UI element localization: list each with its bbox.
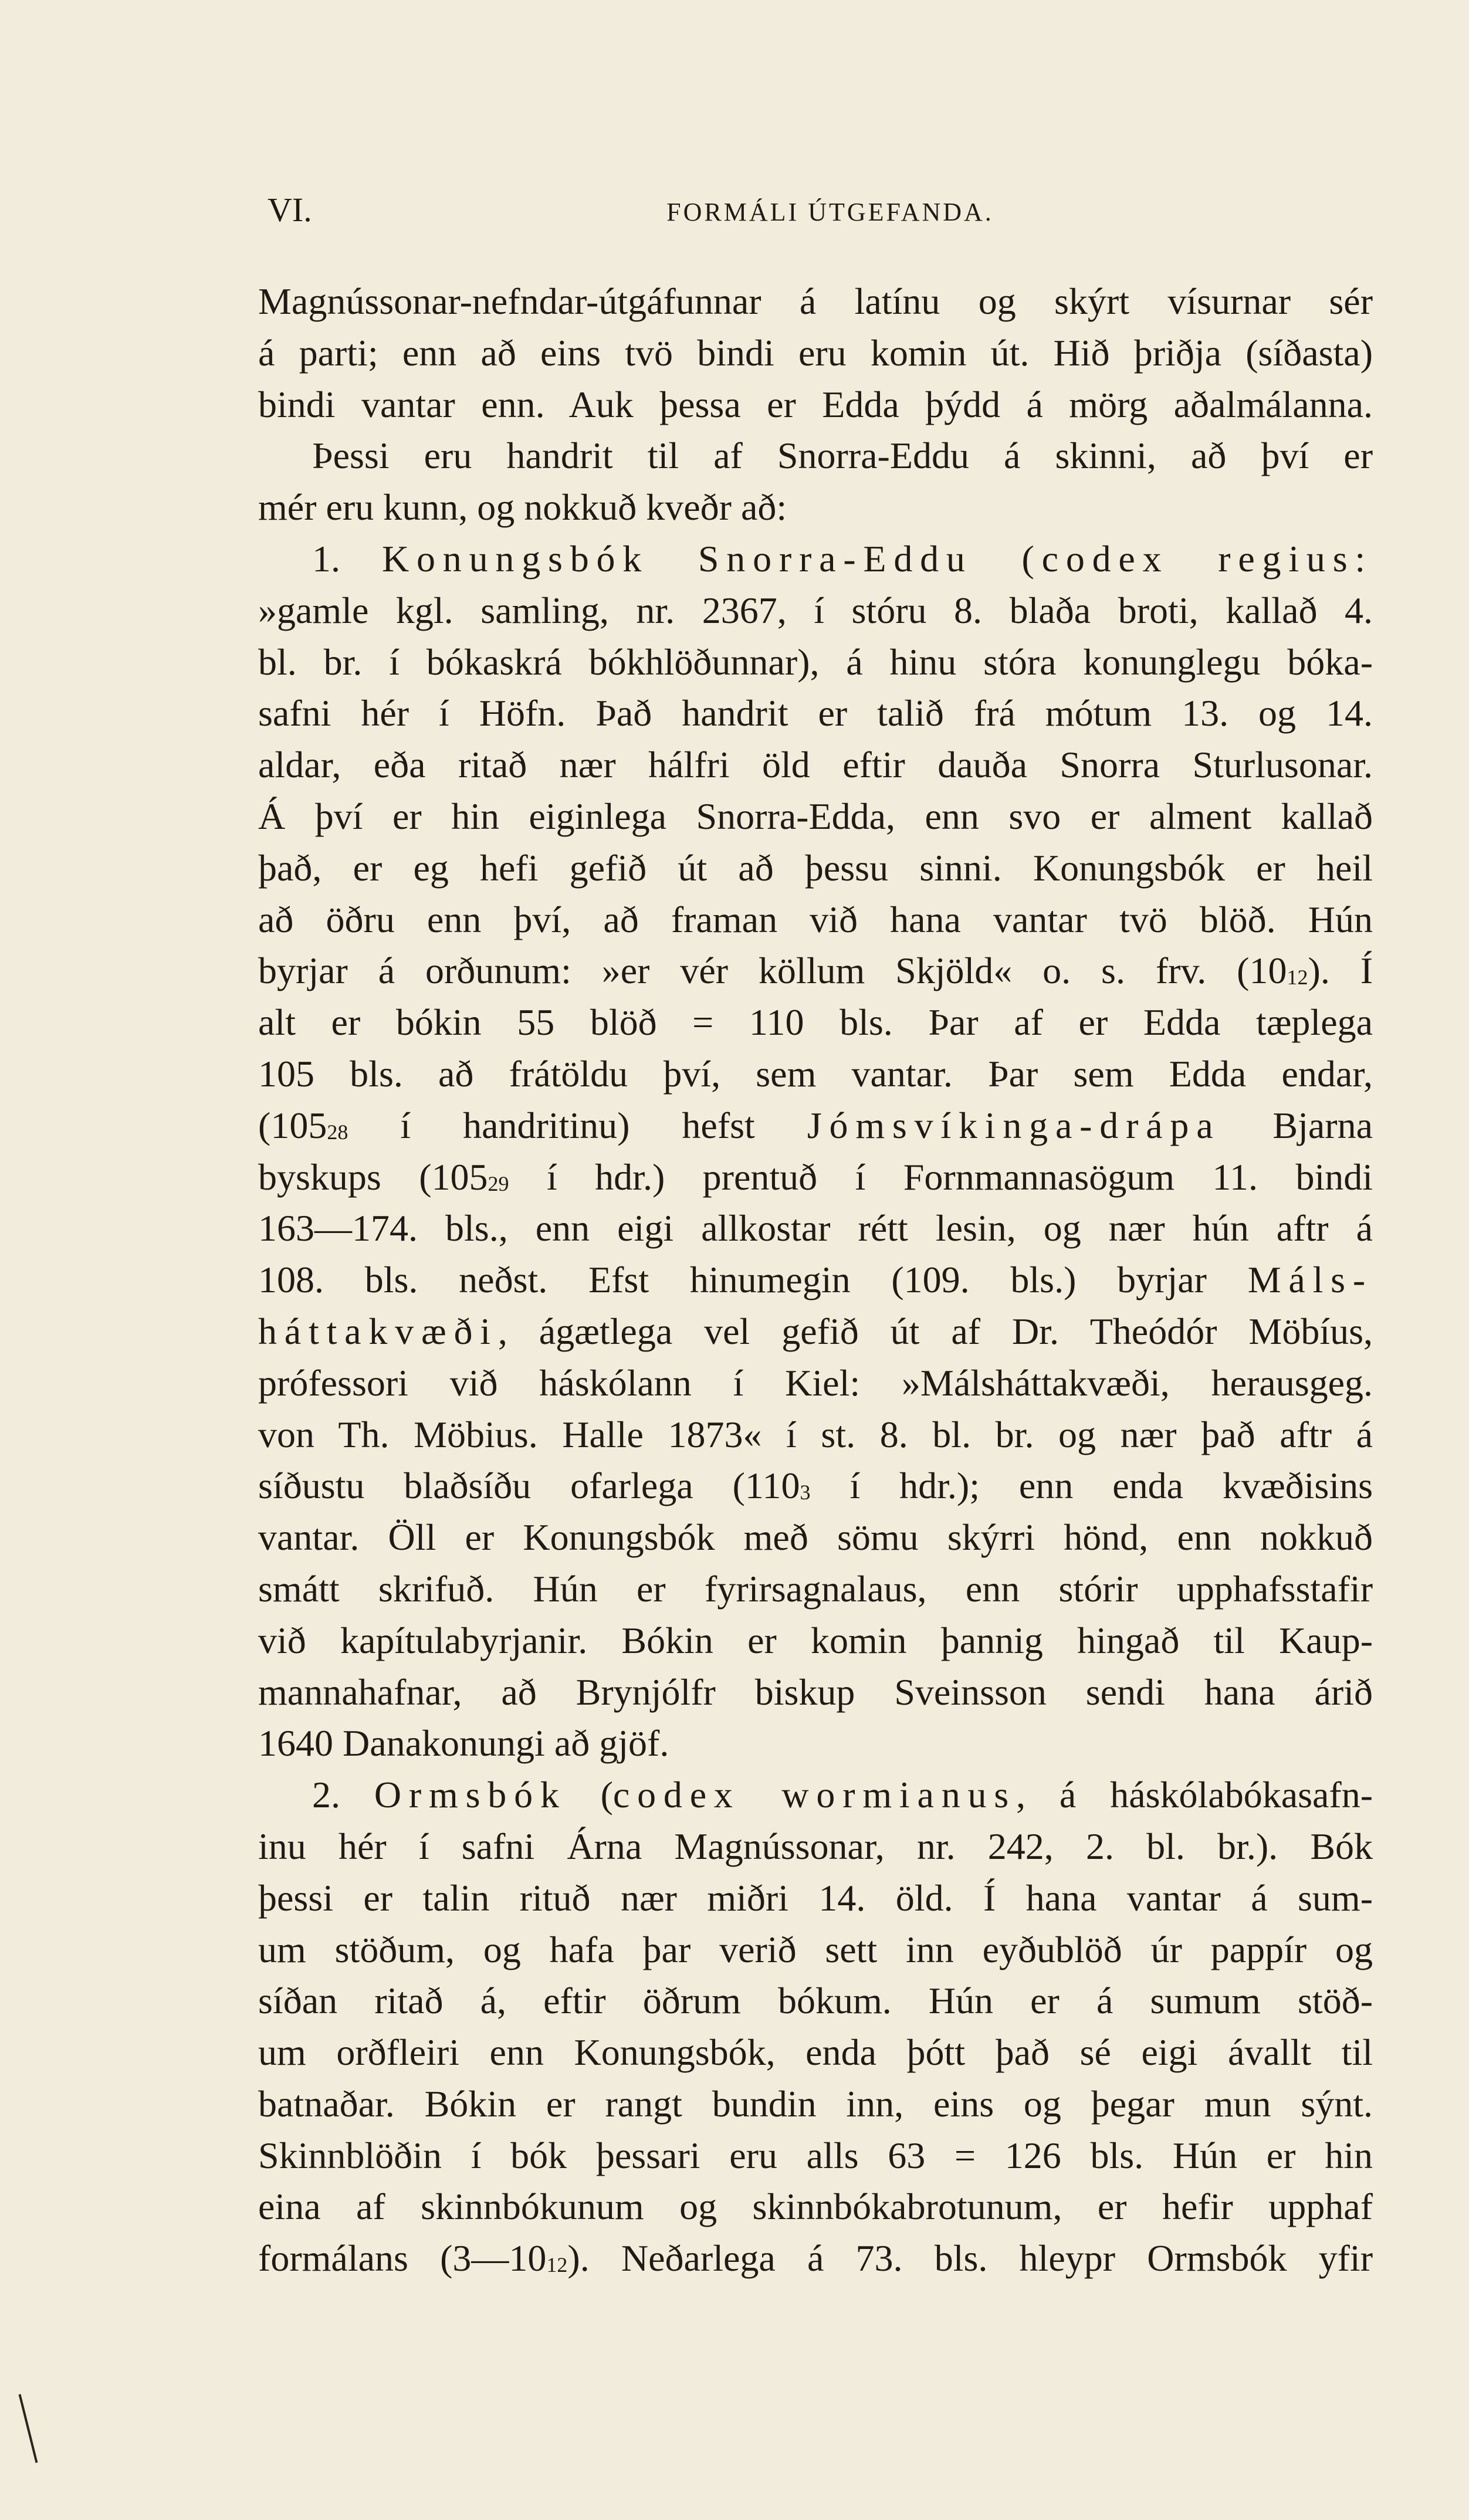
text-line: mér eru kunn, og nokkuð kveðr að: bbox=[258, 486, 787, 529]
text-line: 1. Konungsbók Snorra-Eddu (codex regius: bbox=[312, 537, 1373, 580]
text-line: að öðru enn því, að framan við hana vantar tvö blöð. Hún bbox=[258, 898, 1373, 940]
text-line: smátt skrifuð. Hún er fyrirsagnalaus, enn stórir upphafsstafir bbox=[258, 1567, 1373, 1610]
page-number: VI. bbox=[268, 191, 312, 229]
text-line: á parti; enn að eins tvö bindi eru komin út. Hið þriðja (síðasta) bbox=[258, 331, 1373, 374]
spaced-title: háttakvæði bbox=[258, 1310, 498, 1352]
text-line: bl. br. í bókaskrá bókhlöðunnar), á hinu stóra konunglegu bóka- bbox=[258, 641, 1373, 683]
spaced-title: Konungsbók Snorra-Eddu bbox=[381, 537, 973, 580]
text-line: byrjar á orðunum: »er vér köllum Skjöld« o. s. frv. $(10_{12})$. Í bbox=[258, 950, 1373, 992]
page-header bbox=[0, 187, 1469, 233]
text-line: mannahafnar, að Brynjólfr biskup Sveinsson sendi hana árið bbox=[258, 1671, 1373, 1713]
text-line: von Th. Möbius. Halle 1873« í st. 8. bl. br. og nær það aftr á bbox=[258, 1413, 1373, 1455]
running-head: FORMÁLI ÚTGEFANDA. bbox=[666, 198, 994, 226]
margin-mark bbox=[19, 2394, 38, 2463]
text-line: um stöðum, og hafa þar verið sett inn eyðublöð úr pappír og bbox=[258, 1928, 1373, 1970]
text-line: þessi er talin rituð nær miðri 14. öld. Í hana vantar á sum- bbox=[258, 1877, 1373, 1919]
text-line: 108. bls. neðst. Efst hinumegin (109. bls.) byrjar Máls- bbox=[258, 1259, 1373, 1301]
spaced-title: Ormsbók bbox=[374, 1774, 567, 1816]
spaced-title: codex wormianus bbox=[612, 1774, 1017, 1816]
text-line: Á því er hin eiginlega Snorra-Edda, enn svo er alment kallað bbox=[258, 795, 1373, 837]
text-line: prófessori við háskólann í Kiel: »Málsháttakvæði, herausgeg. bbox=[258, 1361, 1373, 1404]
text-line: 2. Ormsbók (codex wormianus, á háskólabókasafn- bbox=[312, 1774, 1373, 1816]
text-line: síðustu blaðsíðu ofarlega ($110_3$ í hdr.); enn enda kvæðisins bbox=[258, 1465, 1373, 1507]
text-line: alt er bókin 55 blöð = 110 bls. Þar af er Edda tæplega bbox=[258, 1001, 1373, 1044]
text-line: 105 bls. að frátöldu því, sem vantar. Þar sem Edda endar, bbox=[258, 1052, 1373, 1095]
text-line: aldar, eða ritað nær hálfri öld eftir dauða Snorra Sturlusonar. bbox=[258, 744, 1373, 786]
spaced-title: Máls- bbox=[1247, 1259, 1373, 1301]
text-line: háttakvæði, ágætlega vel gefið út af Dr. Theódór Möbíus, bbox=[258, 1310, 1373, 1352]
spaced-title: Jómsvíkinga-drápa bbox=[807, 1104, 1221, 1146]
text-line: við kapítulabyrjanir. Bókin er komin þannig hingað til Kaup- bbox=[258, 1619, 1373, 1661]
text-line: inu hér í safni Árna Magnússonar, nr. 242, 2. bl. br.). Bók bbox=[258, 1825, 1373, 1867]
text-line: það, er eg hefi gefið út að þessu sinni. Konungsbók er heil bbox=[258, 846, 1373, 889]
body-text bbox=[258, 276, 1373, 2284]
text-line: safni hér í Höfn. Það handrit er talið frá mótum 13. og 14. bbox=[258, 692, 1373, 734]
text-line: ($105_{28}$ í handritinu) hefst Jómsvíkinga-drápa Bjarna bbox=[258, 1104, 1373, 1146]
text-line: 163—174. bls., enn eigi allkostar rétt lesin, og nær hún aftr á bbox=[258, 1207, 1373, 1249]
text-line: vantar. Öll er Konungsbók með sömu skýrri hönd, enn nokkuð bbox=[258, 1516, 1373, 1559]
text-line: um orðfleiri enn Konungsbók, enda þótt það sé eigi ávallt til bbox=[258, 2031, 1373, 2074]
text-line: byskups ($105_{29}$ í hdr.) prentuð í Fornmannasögum 11. bindi bbox=[258, 1156, 1373, 1198]
text-line: Magnússonar-nefndar-útgáfunnar á latínu og skýrt vísurnar sér bbox=[258, 280, 1373, 322]
text-line: eina af skinnbókunum og skinnbókabrotunum, er hefir upphaf bbox=[258, 2186, 1373, 2228]
text-line: formálans $(3—10_{12})$. Neðarlega á 73. bls. hleypr Ormsbók yfir bbox=[258, 2237, 1373, 2279]
text-line: síðan ritað á, eftir öðrum bókum. Hún er á sumum stöð- bbox=[258, 1980, 1373, 2022]
text-line: Skinnblöðin í bók þessari eru alls 63 = 126 bls. Hún er hin bbox=[258, 2134, 1373, 2176]
text-line: »gamle kgl. samling, nr. 2367, í stóru 8. blaða broti, kallað 4. bbox=[258, 589, 1373, 631]
text-line: Þessi eru handrit til af Snorra-Eddu á skinni, að því er bbox=[312, 435, 1373, 477]
text-line: batnaðar. Bókin er rangt bundin inn, eins og þegar mun sýnt. bbox=[258, 2082, 1373, 2125]
text-line: bindi vantar enn. Auk þessa er Edda þýdd á mörg aðalmálanna. bbox=[258, 383, 1373, 425]
text-line: 1640 Danakonungi að gjöf. bbox=[258, 1722, 669, 1764]
